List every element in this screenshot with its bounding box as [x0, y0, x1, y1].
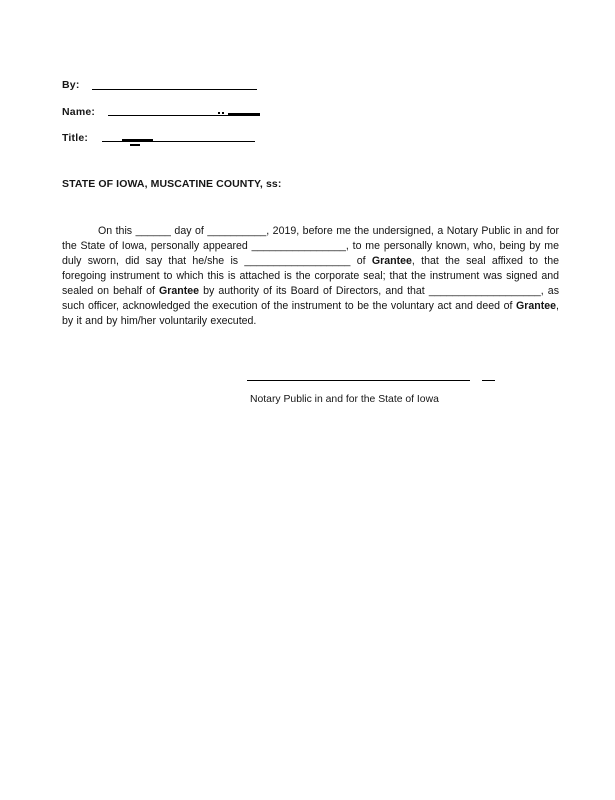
scan-artifact-dot [222, 112, 224, 114]
scan-artifact-mark [130, 144, 140, 146]
paragraph-text: __________________ [244, 255, 351, 267]
grantee-bold-text: Grantee [516, 300, 557, 312]
grantee-bold-text: Grantee [159, 285, 200, 297]
paragraph-text: , 2019, before me the undersigned, a Notary Public in and for the State of Iowa, personally appeared [62, 225, 559, 252]
paragraph-text: , by it and by him/her voluntarily executed. [62, 300, 559, 327]
paragraph-text: day of [170, 225, 208, 237]
paragraph-text: by authority of its Board of Directors, and that [199, 285, 429, 297]
paragraph-text: , to me personally known, who, being by me duly sworn, did say that he/she is [62, 240, 559, 267]
paragraph-text: , as such officer, acknowledged the execution of the instrument to be the voluntary act and deed of [62, 285, 559, 312]
paragraph-text: , that the seal affixed to the foregoing instrument to which this is attached is the corporate seal; that the instrument was signed and sealed on behalf of [62, 255, 559, 297]
name-field-label: Name: [62, 106, 96, 118]
notary-signature-line [247, 380, 470, 381]
paragraph-text: ______ [135, 225, 171, 237]
paragraph-text: of [350, 255, 372, 267]
venue-heading: STATE OF IOWA, MUSCATINE COUNTY, ss: [62, 178, 282, 190]
grantee-bold-text: Grantee [371, 255, 412, 267]
notary-caption: Notary Public in and for the State of Iowa [250, 394, 439, 405]
scan-artifact-dot [218, 112, 220, 114]
title-field-label: Title: [62, 132, 89, 144]
paragraph-text: ___________________ [428, 285, 541, 297]
paragraph-text: On this [98, 225, 136, 237]
paragraph-text: ________________ [251, 240, 346, 252]
acknowledgment-paragraph [62, 224, 559, 329]
by-field-label: By: [62, 79, 80, 91]
paragraph-text: __________ [207, 225, 267, 237]
by-field-line [92, 89, 257, 90]
notary-signature-line-short-mark [482, 380, 495, 381]
scan-artifact-mark [228, 113, 260, 116]
scan-artifact-mark [122, 139, 153, 142]
